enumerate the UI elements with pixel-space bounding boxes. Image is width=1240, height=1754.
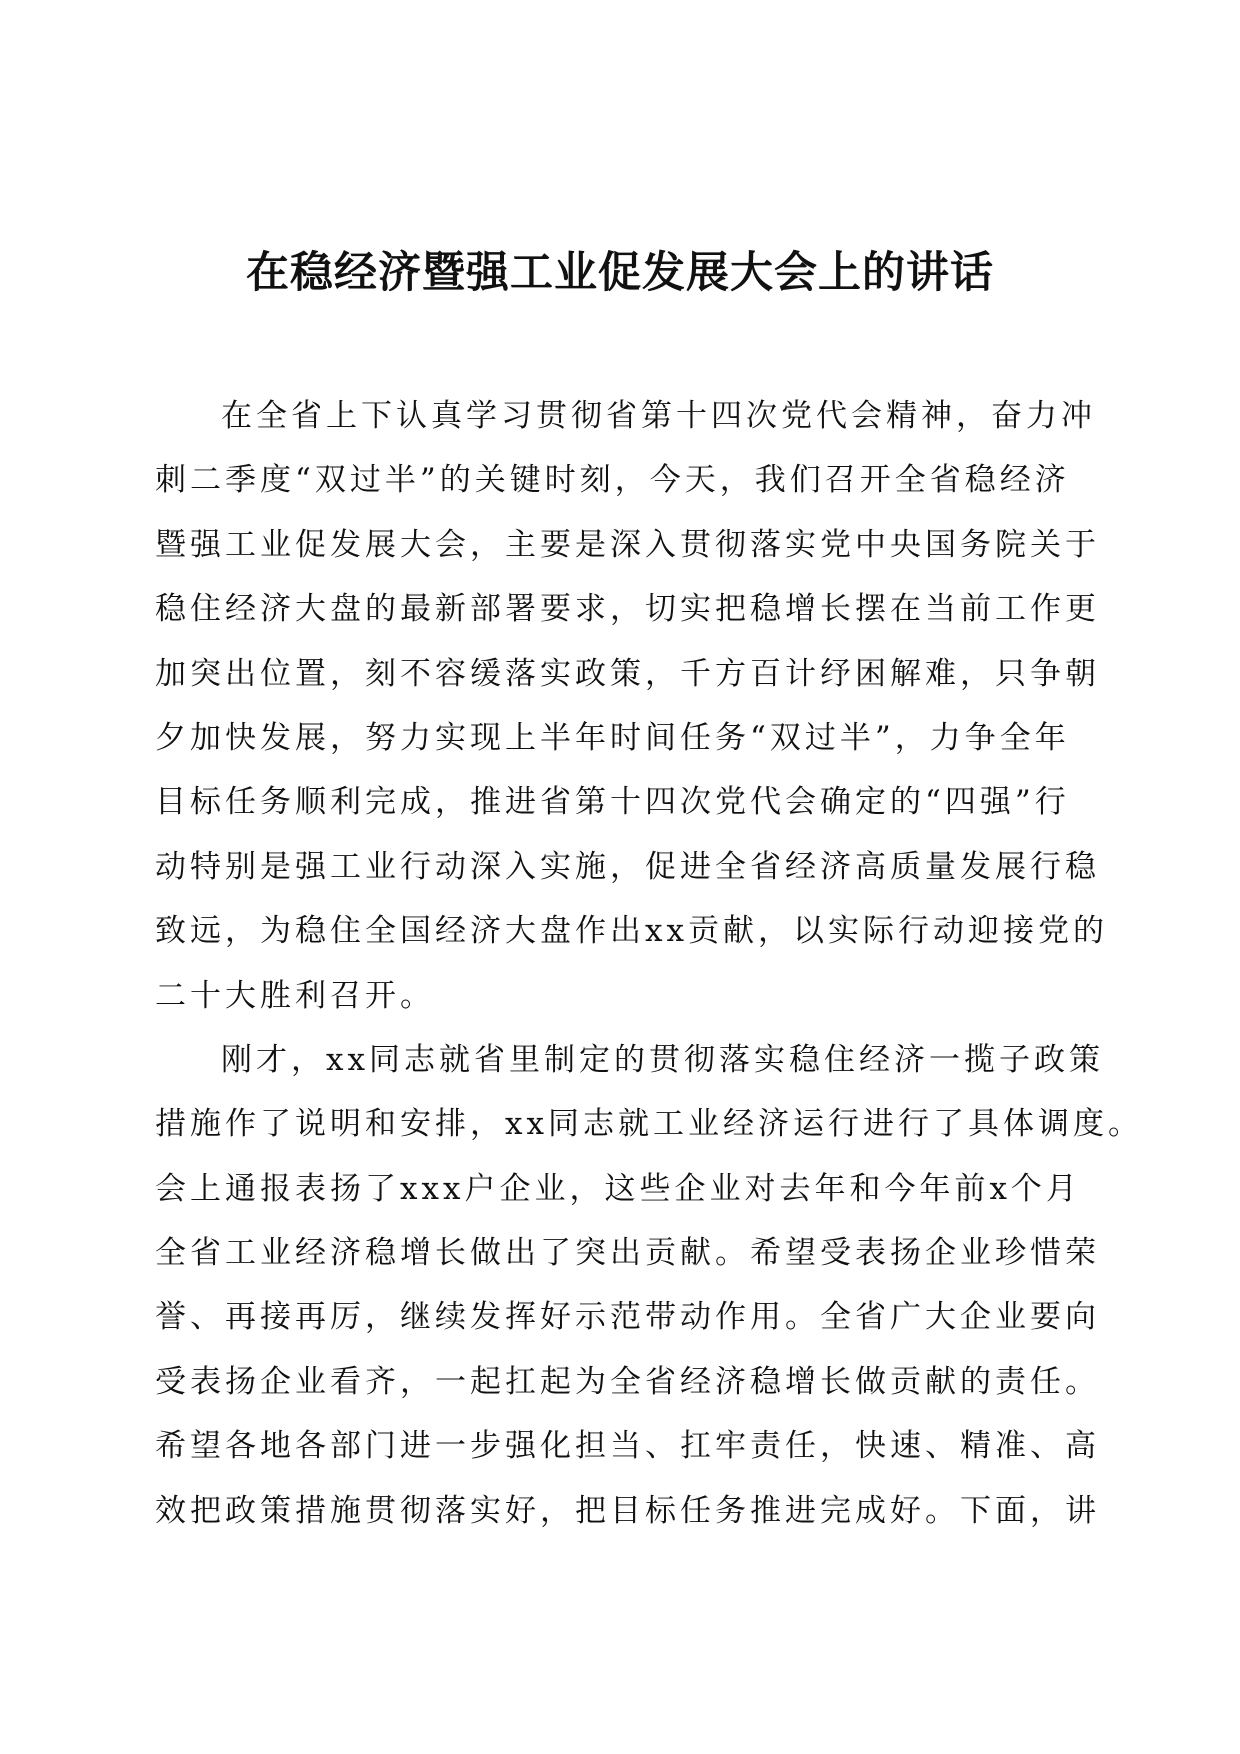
body-line: 稳住经济大盘的最新部署要求，切实把稳增长摆在当前工作更: [155, 591, 1100, 628]
body-line: 在全省上下认真学习贯彻省第十四次党代会精神，奋力冲: [221, 398, 1096, 434]
body-line: 受表扬企业看齐，一起扛起为全省经济稳增长做贡献的责任。: [155, 1363, 1100, 1400]
document-title: 在稳经济暨强工业促发展大会上的讲话: [246, 248, 994, 298]
document-body: [155, 384, 1155, 1543]
body-line: 二十大胜利召开。: [155, 977, 435, 1014]
body-line: 暨强工业促发展大会，主要是深入贯彻落实党中央国务院关于: [155, 526, 1100, 563]
body-line: 夕加快发展，努力实现上半年时间任务“双过半”，力争全年: [155, 719, 1070, 756]
body-line: 措施作了说明和安排，xx同志就工业经济运行进行了具体调度。: [155, 1106, 1143, 1143]
body-line: 希望各地各部门进一步强化担当、扛牢责任，快速、精准、高: [155, 1428, 1100, 1465]
body-line: 目标任务顺利完成，推进省第十四次党代会确定的“四强”行: [155, 784, 1070, 821]
body-line: 致远，为稳住全国经济大盘作出xx贡献，以实际行动迎接党的: [155, 913, 1108, 950]
body-line: 刺二季度“双过半”的关键时刻，今天，我们召开全省稳经济: [155, 462, 1070, 499]
body-line: 动特别是强工业行动深入实施，促进全省经济高质量发展行稳: [155, 848, 1100, 885]
body-line: 效把政策措施贯彻落实好，把目标任务推进完成好。下面，讲: [155, 1492, 1100, 1529]
body-line: 加突出位置，刻不容缓落实政策，千方百计纾困解难，只争朝: [155, 655, 1100, 692]
body-line: 全省工业经济稳增长做出了突出贡献。希望受表扬企业珍惜荣: [155, 1235, 1100, 1272]
body-line: 誉、再接再厉，继续发挥好示范带动作用。全省广大企业要向: [155, 1299, 1100, 1336]
body-line: 刚才，xx同志就省里制定的贯彻落实稳住经济一揽子政策: [221, 1041, 1104, 1078]
body-line: 会上通报表扬了xxx户企业，这些企业对去年和今年前x个月: [155, 1170, 1081, 1207]
